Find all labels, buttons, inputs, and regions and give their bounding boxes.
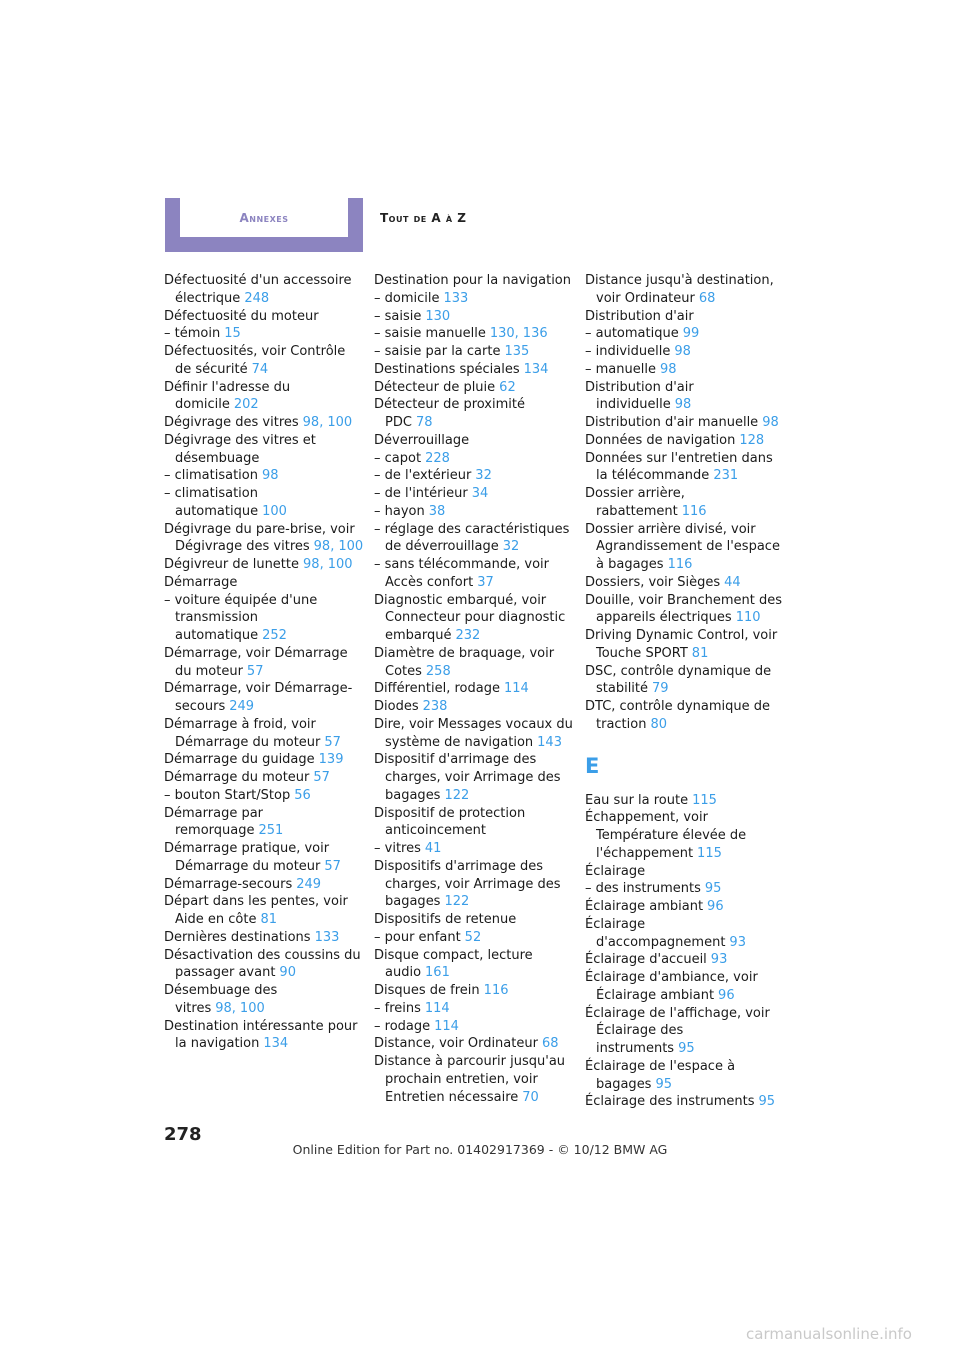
page-ref-link[interactable]: 98 [215,1000,232,1016]
index-entry-text: Défectuosité d'un accessoire électrique [164,273,352,306]
index-entry [164,467,364,485]
index-entry-text: Distribution d'air [585,308,694,324]
page-ref-link[interactable]: 128 [739,432,765,448]
page-ref-link[interactable]: 116 [681,503,707,519]
index-entry-text: – pour enfant [374,929,461,945]
index-entry-text: Diagnostic embarqué, voir Connecteur pour diagnostic embarqué [374,592,566,643]
page-ref-link[interactable]: 115 [697,845,722,861]
index-entry [585,521,785,574]
page-ref-link[interactable]: 37 [477,574,494,590]
page-ref-link[interactable]: 99 [682,326,700,342]
page-ref-link[interactable]: 98 [261,468,279,484]
page-ref-link[interactable]: 100 [262,503,287,519]
page-ref-link[interactable]: 100 [239,1000,265,1016]
index-entry-text: – voiture équipée d'une transmission automatique [164,592,318,643]
index-entry-text: Douille, voir Branchement des appareils électriques [585,592,783,626]
page-ref-link[interactable]: 133 [443,290,469,306]
page-ref-link[interactable]: 134 [523,361,549,377]
index-entry-text: Éclairage d'accompagnement [585,916,726,950]
page-ref-link[interactable]: 98 [303,557,320,572]
index-entry-text: Éclairage de l'affichage, voir Éclairage des instruments [585,1005,770,1056]
index-entry [164,325,364,343]
index-entry [164,1018,364,1054]
index-entry-text: – sans télécommande, voir Accès confort [374,557,549,590]
page-ref-link[interactable]: 143 [537,734,562,750]
page-ref-link[interactable]: 78 [415,415,433,430]
index-entry-text: Détecteur de pluie [374,379,496,395]
page-ref-link[interactable]: 116 [667,557,693,572]
page-ref-link[interactable]: 95 [678,1041,695,1056]
page-ref-link[interactable]: 98 [674,344,691,359]
index-entry [164,272,364,308]
page-ref-link[interactable]: 130 [425,308,451,324]
index-entry [164,716,364,752]
page-ref-link[interactable]: 95 [704,881,722,897]
section-tab-inner [180,198,348,237]
index-entry-text: Désembuage des vitres [164,983,278,1016]
index-entry [585,809,785,862]
index-entry-text: Dégivreur de lunette [164,557,300,572]
index-entry-text: – saisie par la carte [374,344,501,359]
index-entry [585,432,785,450]
page-ref-link[interactable]: 136 [522,326,548,342]
index-entry [374,1018,574,1036]
index-entry-text: Démarrage du moteur [164,770,310,785]
index-entry [164,485,364,521]
index-entry-text: Éclairage des instruments [585,1094,755,1110]
index-entry [374,556,574,592]
index-entry [585,898,785,916]
index-entry-text: – saisie [374,308,422,324]
page-ref-link[interactable]: 98 [302,415,320,430]
page-ref-link[interactable]: 90 [279,965,296,981]
index-entry [374,432,574,450]
index-entry [374,1035,574,1053]
index-entry-text: – manuelle [585,361,656,377]
page-ref-link[interactable]: 251 [258,823,284,839]
index-entry-text: Départ dans les pentes, voir Aide en côte [164,894,348,927]
watermark: carmanualsonline.info [746,1325,912,1343]
index-entry [585,450,785,486]
page-ref-link[interactable]: 252 [262,628,287,643]
page-ref-link[interactable]: 98 [762,415,779,430]
page-ref-link[interactable]: 56 [294,787,311,803]
index-entry-text: Défectuosité du moteur [164,308,319,324]
index-column-3 [585,272,785,1111]
page-ref-link[interactable]: 98 [313,539,331,555]
index-entry [374,1053,574,1106]
index-entry-text: Dire, voir Messages vocaux du système de navigation [374,716,573,750]
page-ref-link[interactable]: 100 [338,539,364,555]
page-ref-link[interactable]: 110 [735,610,761,626]
index-entry [374,450,574,468]
index-entry [374,1000,574,1018]
index-entry-text: Dernières destinations [164,929,311,945]
index-entry-text: Dispositifs d'arrimage des charges, voir Arrimage des bagages [374,858,561,910]
page-ref-link[interactable]: 57 [324,734,341,750]
index-entry-text: Éclairage [585,863,646,879]
page-ref-link[interactable]: 116 [483,983,509,998]
index-entry [164,379,364,415]
page-ref-link[interactable]: 100 [327,557,353,572]
index-entry-text: – de l'intérieur [374,486,468,501]
page-ref-link[interactable]: 68 [541,1036,559,1052]
index-entry-text: Démarrage [164,574,238,590]
index-entry [374,645,574,681]
page-ref-link[interactable]: 122 [444,787,470,803]
chapter-label: Tout de A à Z [380,211,467,225]
index-entry [585,308,785,326]
index-entry-text: Éclairage de l'espace à bagages [585,1058,736,1092]
index-entry-text: – climatisation automatique [164,486,259,519]
index-entry [374,467,574,485]
index-entry [585,379,785,415]
index-entry-text: – domicile [374,290,440,306]
page-ref-link[interactable]: 96 [718,987,735,1003]
index-entry-text: – bouton Start/Stop [164,787,291,803]
index-entry-text: Distance, voir Ordinateur [374,1036,538,1052]
page-ref-link[interactable]: 52 [464,929,482,945]
page-ref-link[interactable]: 232 [455,628,481,643]
index-entry-text: – rodage [374,1018,431,1034]
index-entry-text: Démarrage, voir Démarrage du moteur [164,645,348,679]
index-entry-text: Démarrage-secours [164,876,293,892]
index-entry [585,485,785,521]
index-entry-text: Éclairage d'ambiance, voir Éclairage ambiant [585,970,758,1003]
page-ref-link[interactable]: 134 [263,1036,289,1052]
index-entry-text: Éclairage d'accueil [585,952,707,968]
index-entry-text: – automatique [585,326,679,342]
index-entry [585,325,785,343]
index-entry [164,343,364,379]
index-entry [374,290,574,308]
page-ref-link[interactable]: 74 [251,361,269,377]
index-entry [374,947,574,983]
index-entry-text: Dégivrage des vitres [164,415,299,430]
index-entry [585,343,785,361]
index-entry-text: Eau sur la route [585,792,689,808]
index-entry [585,1058,785,1094]
index-entry [374,805,574,841]
page-ref-link[interactable]: 68 [698,290,716,306]
index-entry-text: Détecteur de proximité PDC [374,397,525,430]
index-entry-text: Définir l'adresse du domicile [164,379,291,413]
page-ref-link[interactable]: 32 [475,468,492,484]
page-ref-link[interactable]: 81 [691,645,709,661]
index-entry [585,361,785,379]
page-ref-link[interactable]: 114 [503,681,529,697]
index-entry [374,521,574,557]
page-ref-link[interactable]: 133 [314,929,340,945]
footer-text: Online Edition for Part no. 01402917369 - © 10/12 BMW AG [292,1142,668,1157]
page-ref-link[interactable]: 96 [707,899,724,914]
index-entry-text: – freins [374,1000,421,1016]
index-entry [374,751,574,804]
page-ref-link[interactable]: 100 [327,415,353,430]
page-ref-link[interactable]: 248 [244,290,270,306]
index-entry-text: Désactivation des coussins du passager avant [164,947,361,981]
index-entry [164,787,364,805]
index-entry [585,414,785,432]
index-entry [164,592,364,645]
index-entry-text: Destinations spéciales [374,361,520,377]
index-entry-text: Destination pour la navigation [374,273,571,288]
index-entry [374,343,574,361]
index-entry: – saisie manuelle 130, 136 [374,326,548,342]
index-entry-text: Disques de frein [374,983,480,998]
page-ref-link[interactable]: 249 [229,699,255,714]
index-entry [374,379,574,397]
page-ref-link[interactable]: 93 [729,934,746,950]
index-entry-text: Distance à parcourir jusqu'au prochain entretien, voir Entretien nécessaire [374,1054,566,1105]
index-entry-text: Dossier arrière, rabattement [585,486,685,519]
page-ref-link[interactable]: 98 [674,397,692,413]
page-ref-link[interactable]: 98 [659,361,677,377]
index-entry [585,916,785,952]
index-entry [374,308,574,326]
index-entry [585,880,785,898]
index-entry-text: – des instruments [585,881,701,897]
index-entry-text: DSC, contrôle dynamique de stabilité [585,663,772,697]
index-entry-text: – saisie manuelle [374,326,486,342]
index-entry-text: Éclairage ambiant [585,899,704,914]
index-letter-heading: E [585,753,600,778]
index-entry [164,947,364,983]
index-entry-text: Destination intéressante pour la navigation [164,1018,358,1052]
index-entry-text: Démarrage, voir Démarrage-secours [164,681,353,714]
index-entry [374,982,574,1000]
index-entry-text: Démarrage pratique, voir Démarrage du moteur [164,841,330,874]
index-entry-text: Dispositif de protection anticoincement [374,805,526,839]
index-entry [585,592,785,628]
index-entry [374,272,574,290]
index-column-2 [374,272,574,1106]
page-ref-link[interactable]: 95 [655,1076,673,1092]
page-ref-link[interactable]: 202 [233,397,259,413]
page-ref-link[interactable]: 57 [313,770,330,785]
index-entry [164,645,364,681]
index-entry [164,805,364,841]
page-ref-link[interactable]: 161 [425,965,450,981]
index-entry [585,863,785,881]
index-entry [164,893,364,929]
index-entry [374,698,574,716]
page-ref-link[interactable]: 249 [296,876,322,892]
index-entry-text: – vitres [374,841,421,856]
index-entry-text: – réglage des caractéristiques de déverrouillage [374,521,570,555]
page-ref-link[interactable]: 81 [260,912,277,927]
index-entry-text: – témoin [164,326,221,342]
index-entry [374,840,574,858]
index-entry-text: – hayon [374,503,425,519]
page-ref-link[interactable]: 79 [652,681,669,697]
page-ref-link[interactable]: 114 [434,1018,459,1034]
index-entry [374,361,574,379]
index-entry [585,272,785,308]
index-entry-text: Données de navigation [585,432,736,448]
index-entry [374,592,574,645]
page-ref-link[interactable]: 41 [424,841,442,856]
index-entry-text: Driving Dynamic Control, voir Touche SPORT [585,628,778,661]
index-entry [585,574,785,592]
index-entry [164,751,364,769]
page-ref-link[interactable]: 57 [324,858,341,874]
index-entry [374,911,574,929]
index-entry-text: Distribution d'air manuelle [585,415,759,430]
page-ref-link[interactable]: 44 [724,574,741,590]
index-entry-text: DTC, contrôle dynamique de traction [585,699,771,732]
page-ref-link[interactable]: 258 [425,663,451,679]
index-entry-text: Défectuosités, voir Contrôle de sécurité [164,344,346,377]
index-entry-text: Disque compact, lecture audio [374,947,533,981]
index-entry: Dégivreur de lunette 98, 100 [164,557,353,572]
page-ref-link[interactable]: 80 [650,716,668,732]
index-column-1 [164,272,364,1053]
index-entry [585,969,785,1005]
index-entry [164,308,364,326]
index-entry [164,432,364,468]
index-entry [164,840,364,876]
index-entry [585,1093,785,1111]
page-ref-link[interactable]: 228 [425,450,450,466]
index-entry [164,769,364,787]
index-entry-text: – capot [374,450,422,466]
page-number: 278 [164,1124,202,1145]
index-entry [585,663,785,699]
index-entry-text: – de l'extérieur [374,468,472,484]
page-ref-link[interactable]: 139 [318,752,344,768]
index-entry [374,503,574,521]
index-entry-text: Démarrage à froid, voir Démarrage du moteur [164,716,321,750]
index-entry [585,951,785,969]
index-entry [164,876,364,894]
index-entry-text: Dossier arrière divisé, voir Agrandissement de l'espace à bagages [585,521,780,572]
index-entry-text: Dispositifs de retenue [374,912,517,927]
index-entry: Désembuage des vitres 98, 100 [164,983,278,1016]
page-ref-link[interactable]: 95 [758,1094,776,1110]
index-entry-text: Démarrage par remorquage [164,805,264,839]
index-entry [585,792,785,810]
index-entry [374,485,574,503]
index-entry-text: Déverrouillage [374,432,470,448]
page-ref-link[interactable]: 93 [710,952,728,968]
page-ref-link[interactable]: 62 [499,379,516,395]
index-entry [164,680,364,716]
page-ref-link[interactable]: 114 [424,1000,450,1016]
index-entry-text: Données sur l'entretien dans la télécommande [585,450,773,484]
page-ref-link[interactable]: 231 [713,468,739,484]
index-entry [374,929,574,947]
page-ref-link[interactable]: 115 [692,792,717,808]
page-ref-link[interactable]: 34 [471,486,489,501]
index-entry-text: Diodes [374,699,419,714]
index-entry [374,396,574,432]
index-entry [374,680,574,698]
section-label: Annexes [239,210,289,225]
index-entry-text: Dossiers, voir Sièges [585,574,721,590]
index-entry [374,716,574,752]
index-entry [164,574,364,592]
index-entry-text: Échappement, voir Température élevée de l'échappement [585,810,747,861]
index-entry [585,1005,785,1058]
index-entry-text: Diamètre de braquage, voir Cotes [374,645,555,679]
index-entry [585,627,785,663]
index-entry [585,698,785,734]
index-entry: Dégivrage du pare-brise, voir Dégivrage des vitres 98, 100 [164,521,364,555]
index-entry [374,858,574,911]
index-entry-text: – individuelle [585,344,671,359]
page-ref-link[interactable]: 130 [489,326,515,342]
index-entry-text: Démarrage du guidage [164,752,315,768]
page-ref-link[interactable]: 32 [502,539,520,555]
index-entry-text: Distribution d'air individuelle [585,379,694,413]
page-ref-link[interactable]: 122 [444,894,470,910]
index-entry-text: – climatisation [164,468,258,484]
page-ref-link[interactable]: 238 [422,699,448,714]
index-entry-text: Distance jusqu'à destination, voir Ordinateur [585,273,774,306]
index-entry-text: Différentiel, rodage [374,681,500,697]
index-entry-text: Dégivrage du pare-brise, voir Dégivrage des vitres [164,521,355,555]
index-entry: Dégivrage des vitres 98, 100 [164,415,353,430]
page-ref-link[interactable]: 38 [428,503,446,519]
page-ref-link[interactable]: 70 [522,1089,539,1105]
page-ref-link[interactable]: 135 [504,344,530,359]
index-entry [164,929,364,947]
index-entry-text: Dégivrage des vitres et désembuage [164,432,316,466]
page-ref-link[interactable]: 15 [224,326,241,342]
index-entry-text: Dispositif d'arrimage des charges, voir Arrimage des bagages [374,752,561,803]
page-ref-link[interactable]: 57 [246,663,264,679]
section-tab [165,198,363,252]
